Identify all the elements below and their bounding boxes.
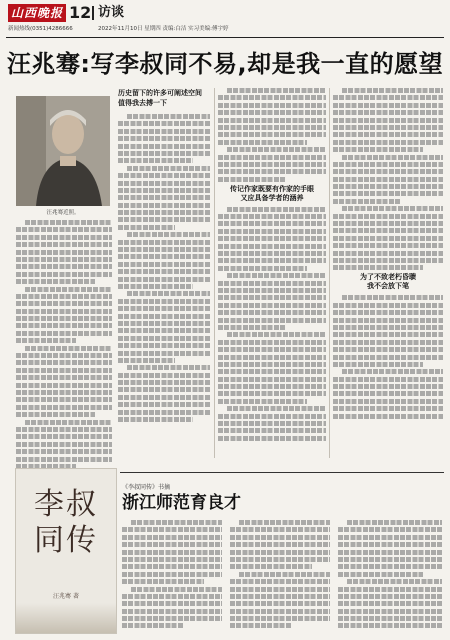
masthead-divider — [92, 6, 94, 20]
text-line — [131, 520, 222, 525]
text-line — [16, 301, 112, 306]
text-line — [218, 362, 326, 367]
text-line — [218, 125, 326, 130]
text-line — [218, 229, 326, 234]
text-line — [16, 383, 112, 388]
text-line — [230, 623, 292, 628]
dateline: 2022年11月10日 星期四 责编:白洁 实习美编:傅宇婷 — [98, 26, 229, 32]
text-line — [122, 572, 222, 577]
text-line — [16, 353, 112, 358]
text-line — [218, 110, 326, 115]
book-cover-decoration — [16, 603, 116, 633]
text-line — [333, 147, 423, 152]
deck-line-2: 值得我去搏一下 — [118, 99, 167, 107]
subheading — [333, 273, 443, 291]
text-line — [16, 442, 112, 447]
text-line — [333, 162, 443, 167]
subheading-line-2: 又应具备学者的涵养 — [240, 193, 304, 202]
text-line — [118, 210, 210, 215]
text-line — [16, 449, 112, 454]
text-line — [118, 203, 210, 208]
text-line — [333, 110, 443, 115]
text-line — [333, 169, 443, 174]
text-line — [122, 542, 222, 547]
text-line — [118, 402, 210, 407]
text-line — [230, 609, 330, 614]
text-line — [338, 616, 442, 621]
text-line — [16, 294, 112, 299]
text-line — [342, 206, 443, 211]
text-line — [333, 251, 443, 256]
text-line — [127, 365, 210, 370]
text-line — [218, 221, 326, 226]
text-line — [118, 328, 210, 333]
text-line — [118, 299, 210, 304]
text-line — [118, 358, 175, 363]
text-line — [118, 387, 210, 392]
text-line — [118, 262, 210, 267]
text-line — [338, 594, 442, 599]
text-line — [218, 428, 326, 433]
text-line — [333, 221, 443, 226]
article-column-1 — [16, 220, 112, 468]
text-line — [347, 579, 442, 584]
text-line — [230, 594, 330, 599]
text-line — [338, 542, 442, 547]
portrait-photo — [16, 96, 110, 206]
text-line — [118, 269, 210, 274]
text-line — [218, 355, 326, 360]
text-line — [16, 457, 112, 462]
text-line — [118, 254, 210, 259]
text-line — [218, 377, 326, 382]
text-line — [333, 118, 443, 123]
text-line — [230, 616, 330, 621]
text-line — [218, 399, 307, 404]
text-line — [16, 375, 112, 380]
section-name: 访谈 — [98, 5, 125, 20]
text-line — [218, 288, 326, 293]
article-column-4 — [333, 88, 443, 460]
text-line — [118, 240, 210, 245]
text-line — [118, 247, 210, 252]
text-line — [333, 406, 443, 411]
text-line — [127, 166, 210, 171]
text-line — [118, 306, 210, 311]
text-line — [118, 217, 210, 222]
text-line — [227, 406, 326, 411]
text-line — [118, 343, 210, 348]
text-line — [342, 155, 443, 160]
newspaper-logo: 山西晚报 — [8, 4, 66, 22]
text-line — [16, 397, 112, 402]
text-line — [118, 121, 210, 126]
text-line — [16, 360, 112, 365]
text-line — [218, 132, 326, 137]
text-line — [218, 140, 307, 145]
text-line — [16, 331, 112, 336]
text-line — [338, 587, 442, 592]
text-line — [16, 279, 95, 284]
text-line — [218, 303, 326, 308]
text-line — [118, 195, 210, 200]
text-line — [347, 520, 442, 525]
text-line — [218, 391, 326, 396]
text-line — [333, 243, 443, 248]
text-line — [230, 587, 330, 592]
text-line — [118, 151, 210, 156]
text-line — [122, 557, 222, 562]
text-line — [342, 295, 443, 300]
text-line — [333, 140, 443, 145]
text-line — [338, 564, 442, 569]
text-line — [218, 177, 285, 182]
news-hotline: 新闻热线(0351)4286666 — [8, 26, 73, 32]
text-line — [333, 303, 443, 308]
text-line — [127, 114, 210, 119]
text-line — [16, 405, 112, 410]
text-line — [333, 414, 443, 419]
text-line — [333, 384, 443, 389]
page-number: 12 — [69, 3, 92, 22]
text-line — [122, 601, 222, 606]
text-line — [16, 242, 112, 247]
text-line — [230, 550, 330, 555]
text-line — [118, 395, 210, 400]
text-line — [218, 295, 326, 300]
text-line — [338, 623, 442, 628]
text-line — [118, 410, 210, 415]
text-line — [227, 88, 326, 93]
book-title: 李叔同传 — [34, 487, 98, 558]
text-line — [118, 321, 210, 326]
text-line — [118, 158, 193, 163]
text-line — [118, 136, 210, 141]
book-author: 汪兆骞 著 — [53, 593, 79, 600]
text-line — [118, 336, 210, 341]
text-line — [230, 579, 330, 584]
text-line — [227, 273, 326, 278]
text-line — [118, 144, 210, 149]
deck-line-1: 历史留下的许多可阐述空间 — [118, 89, 202, 97]
text-line — [218, 325, 285, 330]
column-rule — [214, 88, 215, 458]
article-column-3 — [218, 88, 326, 460]
text-line — [16, 338, 76, 343]
text-line — [16, 316, 112, 321]
text-line — [118, 417, 193, 422]
text-line — [118, 181, 210, 186]
text-line — [122, 527, 222, 532]
text-line — [333, 265, 423, 270]
text-line — [16, 250, 112, 255]
text-line — [16, 323, 112, 328]
text-line — [16, 368, 112, 373]
text-line — [16, 264, 112, 269]
text-line — [218, 369, 326, 374]
text-line — [16, 427, 112, 432]
text-line — [218, 421, 326, 426]
text-line — [122, 564, 222, 569]
text-line — [118, 129, 210, 134]
text-line — [218, 214, 326, 219]
text-line — [227, 147, 326, 152]
portrait-illustration — [16, 96, 110, 206]
text-line — [218, 281, 326, 286]
text-line — [333, 310, 443, 315]
text-line — [230, 557, 330, 562]
text-line — [333, 228, 443, 233]
text-line — [25, 220, 112, 225]
text-line — [230, 535, 330, 540]
text-line — [16, 390, 112, 395]
text-line — [333, 399, 443, 404]
article-column-2 — [118, 114, 210, 460]
text-line — [16, 412, 95, 417]
excerpt-column-2 — [230, 520, 330, 634]
text-line — [333, 377, 443, 382]
text-line — [239, 520, 330, 525]
text-line — [218, 162, 326, 167]
excerpt-column-1 — [122, 520, 222, 634]
text-line — [333, 214, 443, 219]
text-line — [338, 601, 442, 606]
text-line — [338, 535, 442, 540]
text-line — [118, 188, 210, 193]
text-line — [122, 594, 222, 599]
text-line — [218, 318, 326, 323]
text-line — [16, 272, 112, 277]
text-line — [333, 347, 443, 352]
text-line — [333, 258, 443, 263]
text-line — [338, 609, 442, 614]
text-line — [25, 346, 112, 351]
text-line — [239, 572, 330, 577]
text-line — [122, 579, 204, 584]
text-line — [218, 340, 326, 345]
text-line — [333, 355, 443, 360]
text-line — [218, 266, 307, 271]
text-line — [342, 88, 443, 93]
subheading-line-2: 我不会放下笔 — [367, 282, 409, 291]
text-line — [25, 420, 112, 425]
column-rule — [329, 88, 330, 458]
text-line — [218, 258, 326, 263]
text-line — [227, 332, 326, 337]
text-line — [218, 384, 326, 389]
text-line — [230, 542, 330, 547]
text-line — [218, 155, 326, 160]
text-line — [218, 347, 326, 352]
text-line — [16, 309, 112, 314]
photo-caption: 汪兆骞近照。 — [46, 210, 80, 216]
subheading — [218, 185, 326, 203]
text-line — [118, 380, 210, 385]
text-line — [218, 169, 326, 174]
text-line — [218, 436, 326, 441]
text-line — [230, 527, 330, 532]
subheading-line-1: 传记作家既要有作家的手眼 — [230, 184, 314, 193]
text-line — [118, 284, 193, 289]
text-line — [333, 236, 443, 241]
text-line — [338, 550, 442, 555]
text-line — [218, 118, 326, 123]
text-line — [218, 251, 326, 256]
text-line — [333, 125, 443, 130]
page-headline: 汪兆骞:写李叔同不易,却是我一直的愿望 — [6, 50, 444, 78]
text-line — [333, 340, 443, 345]
text-line — [122, 623, 184, 628]
text-line — [218, 244, 326, 249]
text-line — [333, 184, 443, 189]
text-line — [118, 351, 210, 356]
text-line — [333, 132, 443, 137]
text-line — [131, 587, 222, 592]
text-line — [122, 616, 222, 621]
excerpt-column-3 — [338, 520, 442, 634]
section-rule — [120, 472, 444, 473]
text-line — [118, 277, 210, 282]
text-line — [127, 232, 210, 237]
text-line — [118, 225, 175, 230]
text-line — [122, 609, 222, 614]
text-line — [333, 332, 443, 337]
text-line — [230, 564, 312, 569]
text-line — [338, 572, 423, 577]
text-line — [333, 391, 443, 396]
text-line — [338, 557, 442, 562]
text-line — [333, 362, 423, 367]
text-line — [16, 227, 112, 232]
text-line — [230, 601, 330, 606]
text-line — [333, 199, 401, 204]
text-line — [333, 325, 443, 330]
text-line — [16, 235, 112, 240]
text-line — [16, 257, 112, 262]
article-deck — [118, 88, 210, 108]
text-line — [118, 173, 210, 178]
text-line — [218, 236, 326, 241]
text-line — [127, 291, 210, 296]
text-line — [122, 550, 222, 555]
text-line — [333, 318, 443, 323]
text-line — [118, 373, 210, 378]
masthead — [6, 3, 444, 38]
text-line — [227, 207, 326, 212]
text-line — [122, 535, 222, 540]
excerpt-kicker: 《李叔同传》书摘 — [122, 484, 171, 491]
text-line — [218, 310, 326, 315]
text-line — [342, 369, 443, 374]
book-cover — [15, 468, 117, 634]
text-line — [218, 95, 326, 100]
text-line — [118, 314, 210, 319]
text-line — [333, 95, 443, 100]
text-line — [333, 191, 443, 196]
text-line — [218, 103, 326, 108]
subheading-line-1: 为了不致老朽昏聩 — [360, 273, 416, 282]
text-line — [333, 177, 443, 182]
text-line — [16, 434, 112, 439]
excerpt-title: 浙江师范育良才 — [122, 493, 241, 513]
text-line — [333, 103, 443, 108]
text-line — [25, 287, 112, 292]
text-line — [338, 527, 442, 532]
text-line — [218, 414, 326, 419]
